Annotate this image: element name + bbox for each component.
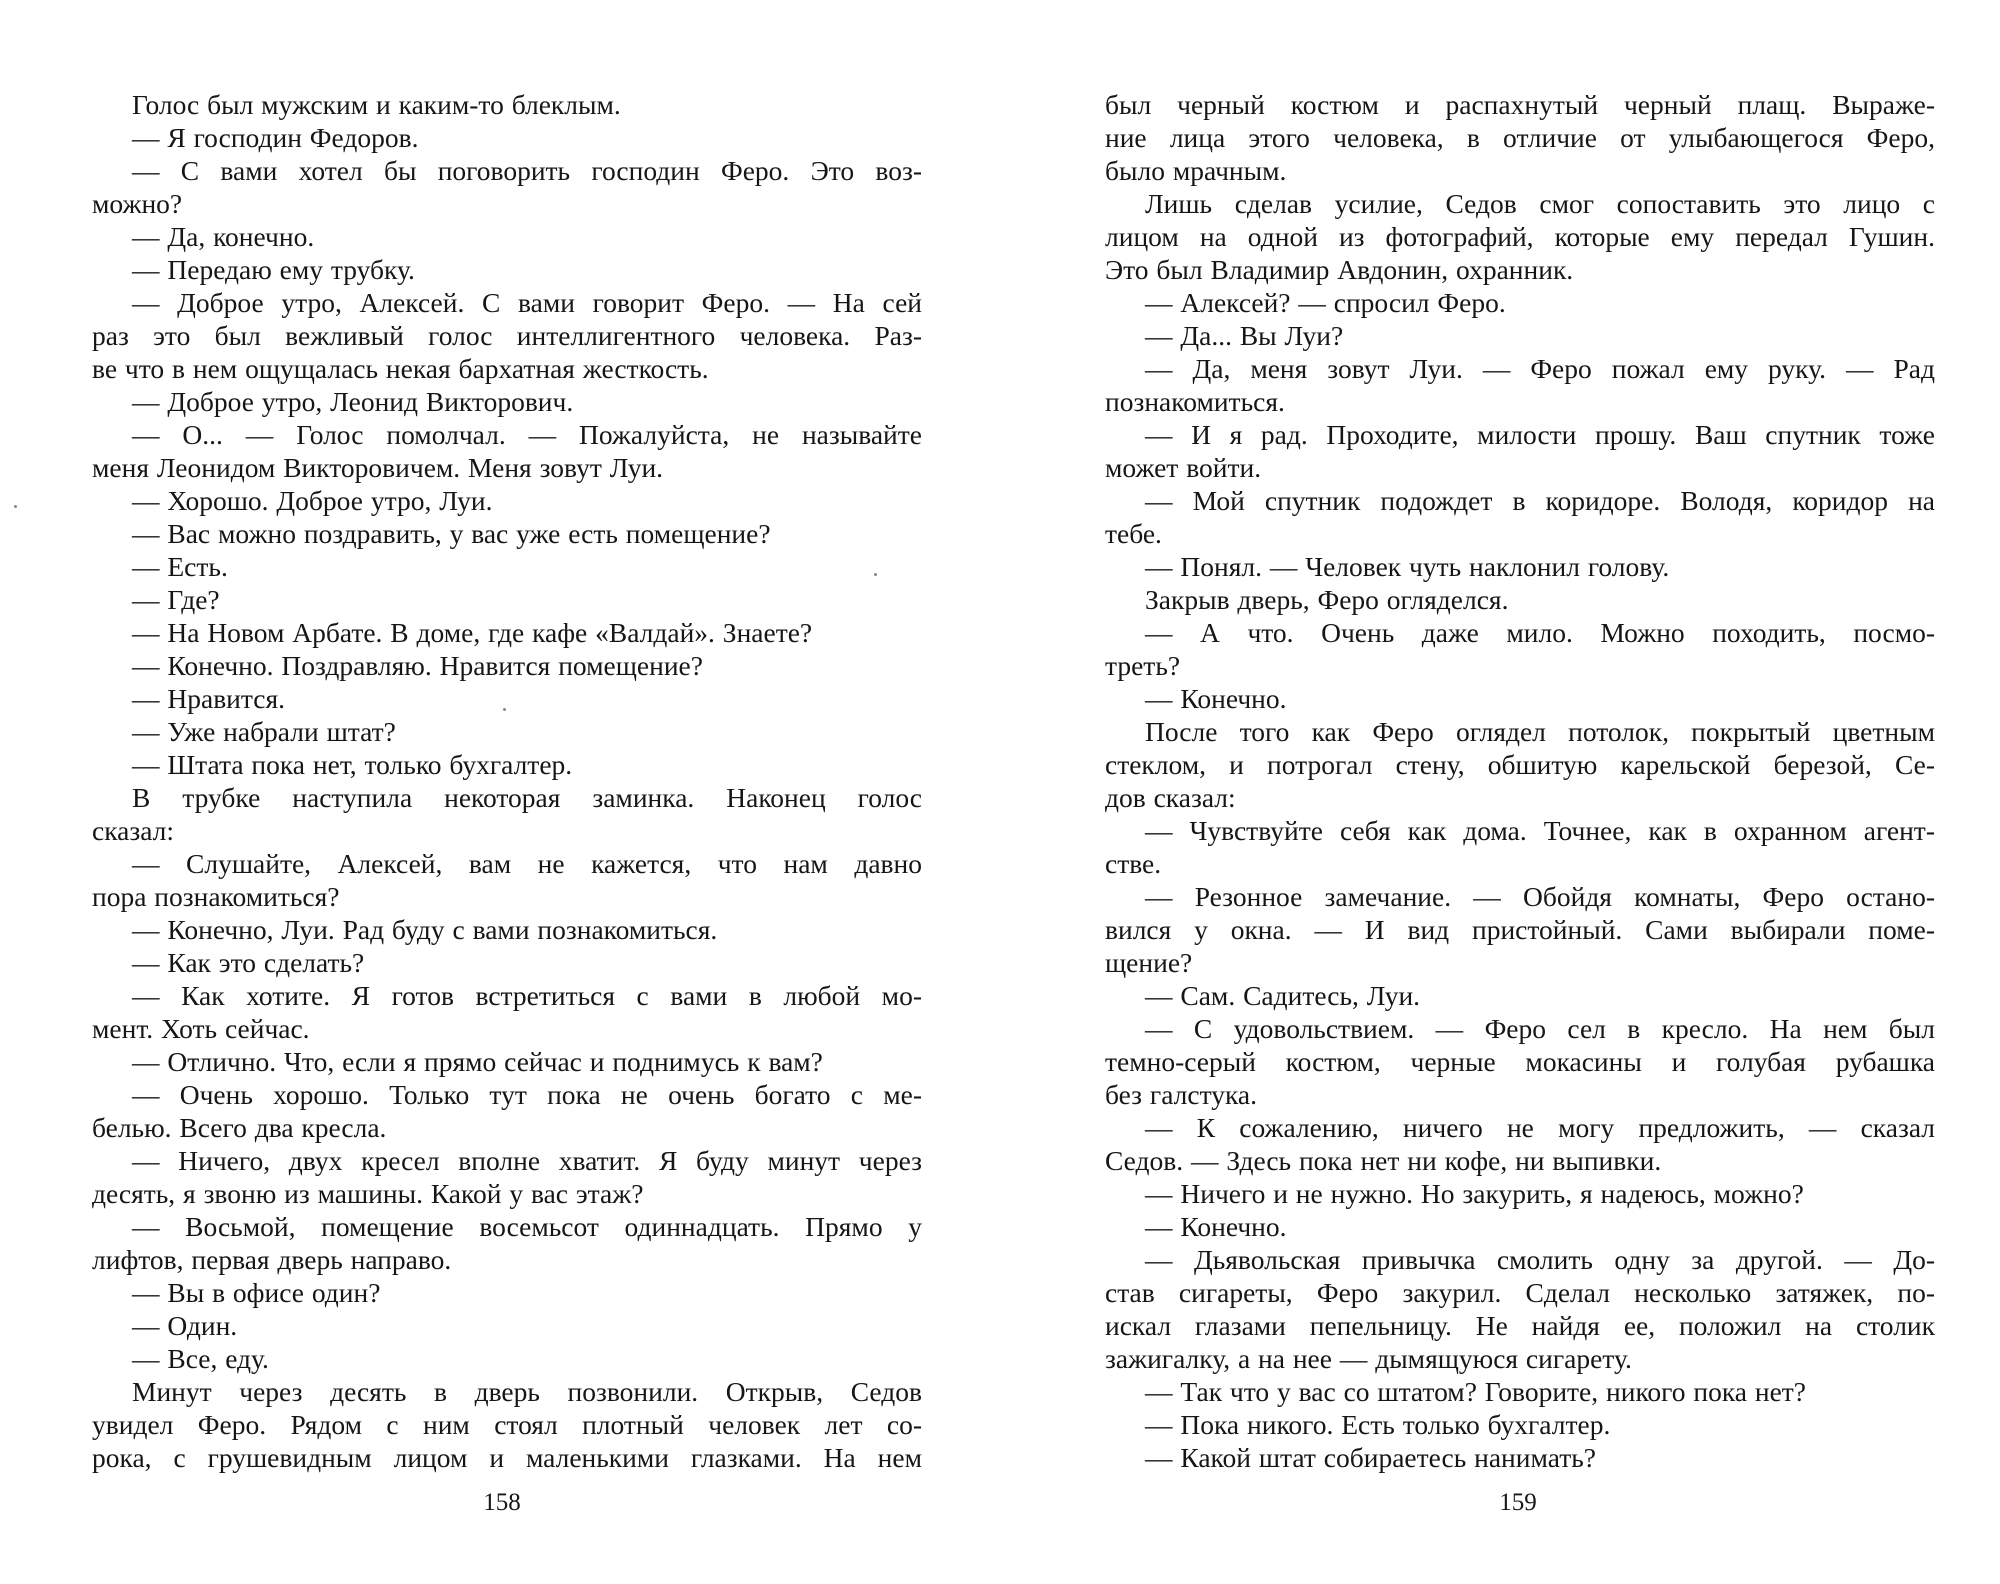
text-line: — Хорошо. Доброе утро, Луи. — [132, 485, 493, 516]
text-line: рока, с грушевидным лицом и маленькими глазками. На нем — [92, 1442, 922, 1473]
text-line: — Чувствуйте себя как дома. Точнее, как в охранном агент- — [1145, 815, 1935, 846]
text-line: — Все, еду. — [132, 1343, 269, 1374]
text-line: — Передаю ему трубку. — [132, 254, 415, 285]
text-line: был черный костюм и распахнутый черный плащ. Выраже- — [1105, 89, 1935, 120]
text-line: десять, я звоню из машины. Какой у вас этаж? — [92, 1178, 644, 1209]
text-line: — Алексей? — спросил Феро. — [1145, 287, 1506, 318]
text-line: темно-серый костюм, черные мокасины и голубая рубашка — [1105, 1046, 1935, 1077]
text-line: Минут через десять в дверь позвонили. Открыв, Седов — [132, 1376, 922, 1407]
text-line: ве что в нем ощущалась некая бархатная жесткость. — [92, 353, 709, 384]
text-line: — И я рад. Проходите, милости прошу. Ваш спутник тоже — [1145, 419, 1935, 450]
text-line: — Нравится. — [132, 683, 285, 714]
text-line: раз это был вежливый голос интеллигентного человека. Раз- — [92, 320, 922, 351]
text-line: Седов. — Здесь пока нет ни кофе, ни выпивки. — [1105, 1145, 1662, 1176]
text-line: — Восьмой, помещение восемьсот одиннадцать. Прямо у — [132, 1211, 922, 1242]
text-line: — Уже набрали штат? — [132, 716, 396, 747]
text-line: — Конечно, Луи. Рад буду с вами познакомиться. — [132, 914, 718, 945]
text-line: — С удовольствием. — Феро сел в кресло. На нем был — [1145, 1013, 1935, 1044]
text-line: — Я господин Федоров. — [132, 122, 419, 153]
text-line: После того как Феро оглядел потолок, покрытый цветным — [1145, 716, 1935, 747]
text-line: — Отлично. Что, если я прямо сейчас и поднимусь к вам? — [132, 1046, 823, 1077]
text-line: — Где? — [132, 584, 220, 615]
text-line: став сигареты, Феро закурил. Сделал несколько затяжек, по- — [1105, 1277, 1935, 1308]
text-line: — Так что у вас со штатом? Говорите, никого пока нет? — [1145, 1376, 1807, 1407]
text-line: — Один. — [132, 1310, 238, 1341]
text-line: — Есть. — [132, 551, 228, 582]
right-page — [1105, 88, 1935, 1474]
text-line: пора познакомиться? — [92, 881, 340, 912]
right-page-number: 159 — [1499, 1489, 1537, 1516]
text-line: искал глазами пепельницу. Не найдя ее, положил на столик — [1105, 1310, 1935, 1341]
text-line: сказал: — [92, 815, 175, 846]
text-line: зажигалку, а на нее — дымящуюся сигарету. — [1105, 1343, 1632, 1374]
text-line: тебе. — [1105, 518, 1162, 549]
text-line: Лишь сделав усилие, Седов смог сопоставить это лицо с — [1145, 188, 1935, 219]
text-line: — Слушайте, Алексей, вам не кажется, что нам давно — [132, 848, 922, 879]
text-line: — Понял. — Человек чуть наклонил голову. — [1145, 551, 1670, 582]
text-line: — Как хотите. Я готов встретиться с вами в любой мо- — [132, 980, 922, 1011]
scan-speck — [874, 573, 877, 576]
text-line: — А что. Очень даже мило. Можно походить, посмо- — [1145, 617, 1935, 648]
scan-speck — [503, 708, 506, 711]
text-line: — Штата пока нет, только бухгалтер. — [132, 749, 573, 780]
text-line: лифтов, первая дверь направо. — [92, 1244, 452, 1275]
text-line: — Резонное замечание. — Обойдя комнаты, Феро остано- — [1145, 881, 1935, 912]
text-line: — Конечно. — [1145, 1211, 1287, 1242]
text-line: Голос был мужским и каким-то блеклым. — [132, 89, 621, 120]
text-line: белью. Всего два кресла. — [92, 1112, 387, 1143]
scan-speck — [14, 505, 17, 508]
text-line: — Да, меня зовут Луи. — Феро пожал ему руку. — Рад — [1145, 353, 1935, 384]
text-line: дов сказал: — [1105, 782, 1236, 813]
text-line: — О... — Голос помолчал. — Пожалуйста, не называйте — [132, 419, 922, 450]
text-line: — Как это сделать? — [132, 947, 365, 978]
text-line: — Ничего и не нужно. Но закурить, я надеюсь, можно? — [1145, 1178, 1804, 1209]
text-line: — Да... Вы Луи? — [1145, 320, 1344, 351]
text-line: Закрыв дверь, Феро огляделся. — [1145, 584, 1509, 615]
text-line: В трубке наступила некоторая заминка. Наконец голос — [132, 782, 922, 813]
text-line: — Ничего, двух кресел вполне хватит. Я буду минут через — [132, 1145, 922, 1176]
text-line: лицом на одной из фотографий, которые ему передал Гушин. — [1105, 221, 1935, 252]
text-line: увидел Феро. Рядом с ним стоял плотный человек лет со- — [92, 1409, 922, 1440]
text-line: меня Леонидом Викторовичем. Меня зовут Луи. — [92, 452, 664, 483]
text-line: щение? — [1105, 947, 1193, 978]
text-line: Это был Владимир Авдонин, охранник. — [1105, 254, 1574, 285]
text-line: — К сожалению, ничего не могу предложить, — сказал — [1145, 1112, 1935, 1143]
left-page-number: 158 — [483, 1489, 521, 1516]
text-line: без галстука. — [1105, 1079, 1257, 1110]
text-line: — Да, конечно. — [132, 221, 315, 252]
text-line: мент. Хоть сейчас. — [92, 1013, 310, 1044]
text-line: — Сам. Садитесь, Луи. — [1145, 980, 1421, 1011]
text-line: можно? — [92, 188, 183, 219]
text-line: стве. — [1105, 848, 1162, 879]
text-line: стеклом, и потрогал стену, обшитую карельской березой, Се- — [1105, 749, 1935, 780]
text-line: вился у окна. — И вид пристойный. Сами выбирали поме- — [1105, 914, 1935, 945]
text-line: — Доброе утро, Леонид Викторович. — [132, 386, 574, 417]
text-line: ние лица этого человека, в отличие от улыбающегося Феро, — [1105, 122, 1935, 153]
text-line: — Доброе утро, Алексей. С вами говорит Феро. — На сей — [132, 287, 922, 318]
text-line: — Очень хорошо. Только тут пока не очень богато с ме- — [132, 1079, 922, 1110]
text-line: — Конечно. Поздравляю. Нравится помещение? — [132, 650, 703, 681]
text-line: может войти. — [1105, 452, 1262, 483]
text-line: — Какой штат собираетесь нанимать? — [1145, 1442, 1596, 1473]
text-line: познакомиться. — [1105, 386, 1285, 417]
text-line: было мрачным. — [1105, 155, 1287, 186]
left-page — [92, 88, 922, 1474]
text-line: треть? — [1105, 650, 1181, 681]
text-line: — С вами хотел бы поговорить господин Феро. Это воз- — [132, 155, 922, 186]
text-line: — На Новом Арбате. В доме, где кафе «Валдай». Знаете? — [132, 617, 813, 648]
text-line: — Пока никого. Есть только бухгалтер. — [1145, 1409, 1611, 1440]
text-line: — Вы в офисе один? — [132, 1277, 381, 1308]
text-line: — Мой спутник подождет в коридоре. Володя, коридор на — [1145, 485, 1935, 516]
text-line: — Вас можно поздравить, у вас уже есть помещение? — [132, 518, 771, 549]
text-line: — Конечно. — [1145, 683, 1287, 714]
text-line: — Дьявольская привычка смолить одну за другой. — До- — [1145, 1244, 1935, 1275]
